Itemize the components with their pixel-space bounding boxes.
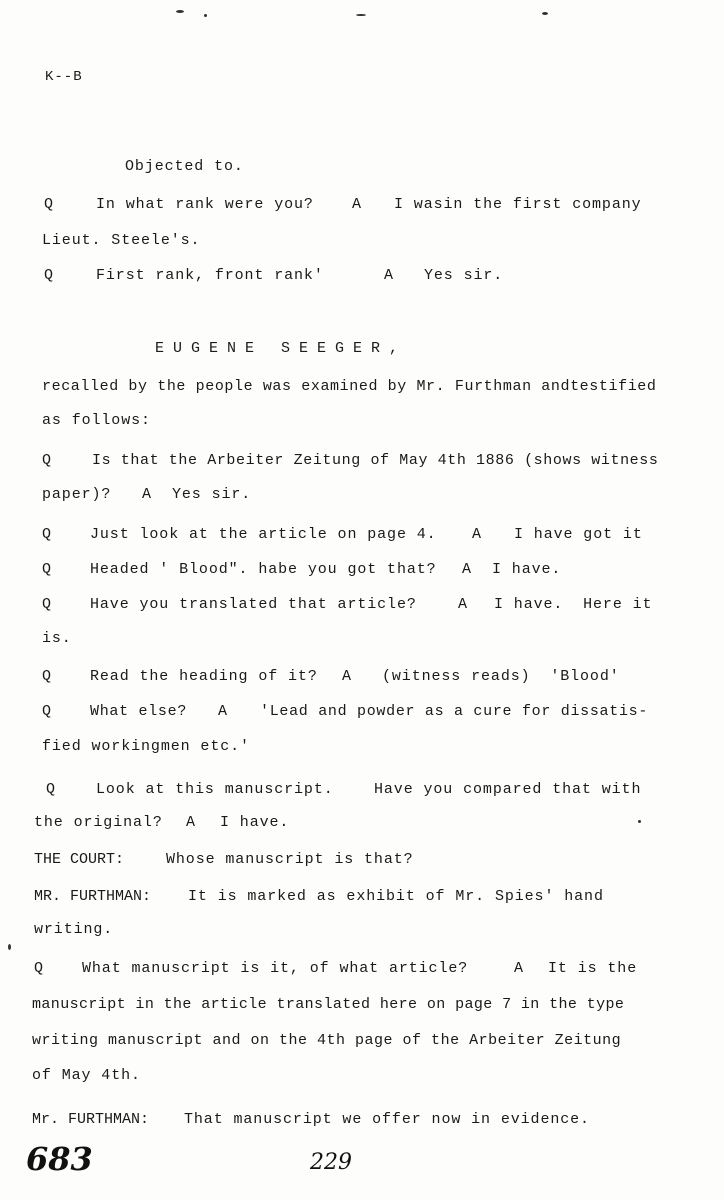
answer-text: (witness reads) 'Blood' — [382, 668, 620, 685]
answer-marker: A — [384, 267, 394, 284]
question-marker: Q — [44, 267, 54, 284]
answer-marker: A — [342, 668, 352, 685]
answer-text: Yes sir. — [424, 267, 504, 284]
answer-text: 'Lead and powder as a cure for dissatis- — [260, 703, 649, 720]
question-marker: Q — [44, 196, 54, 213]
answer-text: I have. — [220, 814, 290, 831]
transcript-line — [34, 960, 704, 1068]
answer-marker: A — [352, 196, 362, 213]
witness-heading: EUGENE SEEGER, — [155, 340, 408, 357]
question-text: paper)? — [42, 486, 112, 503]
question-marker: Q — [34, 960, 44, 977]
transcript-line: is. — [42, 630, 72, 647]
transcript-line: recalled by the people was examined by Mr. Furthman andtestified — [42, 378, 657, 395]
question-text: First rank, front rank' — [96, 267, 324, 284]
transcript-line: writing. — [34, 921, 114, 938]
transcript-line: writing manuscript and on the 4th page of the Arbeiter Zeitung — [32, 1032, 622, 1049]
question-text: Have you translated that article? — [90, 596, 417, 613]
answer-marker: A — [142, 486, 152, 503]
handwritten-page-number: 683 — [26, 1140, 93, 1178]
answer-marker: A — [218, 703, 228, 720]
question-marker: Q — [42, 668, 52, 685]
question-marker: Q — [42, 452, 52, 469]
question-marker: Q — [42, 561, 52, 578]
answer-marker: A — [514, 960, 524, 977]
answer-marker: A — [462, 561, 472, 578]
question-text: Just look at the article on page 4. — [90, 526, 437, 543]
transcript-line-objection: Objected to. — [125, 158, 244, 175]
scan-speck — [638, 820, 641, 823]
answer-text: Yes sir. — [172, 486, 252, 503]
transcript-line: of May 4th. — [32, 1067, 141, 1084]
question-text: Read the heading of it? — [90, 668, 318, 685]
speaker-label: Mr. FURTHMAN: — [32, 1111, 150, 1128]
question-text: In what rank were you? — [96, 196, 314, 213]
answer-marker: A — [186, 814, 196, 831]
scan-speck — [176, 10, 184, 13]
transcript-line — [34, 888, 714, 960]
scan-speck — [356, 14, 366, 16]
speaker-label: MR. FURTHMAN: — [34, 888, 152, 905]
transcript-line: manuscript in the article translated here on page 7 in the type — [32, 996, 625, 1013]
speech-text: That manuscript we offer now in evidence. — [184, 1111, 590, 1128]
question-marker: Q — [46, 781, 56, 798]
question-text: the original? — [34, 814, 163, 831]
scan-speck — [8, 944, 11, 950]
transcript-line — [44, 267, 704, 375]
document-code: K--B — [45, 69, 83, 85]
scan-speck — [204, 14, 207, 17]
question-text: Is that the Arbeiter Zeitung of May 4th 1886 (shows witness — [92, 452, 659, 469]
answer-text: It is the — [548, 960, 638, 977]
speaker-label: THE COURT: — [34, 851, 125, 868]
speech-text: Whose manuscript is that? — [166, 851, 414, 868]
question-marker: Q — [42, 596, 52, 613]
question-marker: Q — [42, 703, 52, 720]
scan-speck — [542, 12, 548, 15]
question-text: Look at this manuscript. — [96, 781, 334, 798]
answer-marker: A — [472, 526, 482, 543]
transcript-line — [32, 1111, 712, 1183]
question-text: Have you compared that with — [374, 781, 642, 798]
answer-text: I have got it — [514, 526, 643, 543]
answer-text: I have. Here it — [494, 596, 653, 613]
question-text: Headed ' Blood". habe you got that? — [90, 561, 437, 578]
question-text: What manuscript is it, of what article? — [82, 960, 469, 977]
answer-text: I have. — [492, 561, 562, 578]
question-text: What else? — [90, 703, 188, 720]
question-marker: Q — [42, 526, 52, 543]
transcript-line: as follows: — [42, 412, 151, 429]
transcript-line: Lieut. Steele's. — [42, 232, 201, 249]
handwritten-folio-number: 229 — [310, 1150, 352, 1175]
answer-marker: A — [458, 596, 468, 613]
transcript-line: fied workingmen etc.' — [42, 738, 250, 755]
answer-text: I wasin the first company — [394, 196, 642, 213]
speech-text: It is marked as exhibit of Mr. Spies' hand — [188, 888, 604, 905]
